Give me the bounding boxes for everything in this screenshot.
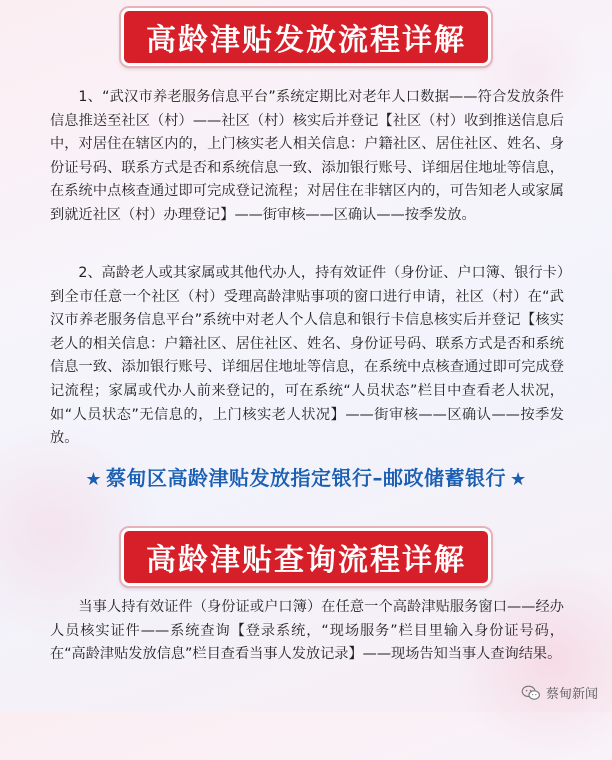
section2-title-banner: 高龄津贴查询流程详解 [121,528,491,586]
section2-paragraph: 当事人持有效证件（身份证或户口簿）在任意一个高龄津贴服务窗口——经办人员核实证件——系统查询【登录系统，“现场服务”栏目里输入身份证号码，在“高龄津贴发放信息”栏目查看当事人发放记录】——现场告知当事人查询结果。 [50,599,564,663]
star-icon: ★ [85,469,102,490]
bank-notice-text: 蔡甸区高龄津贴发放指定银行–邮政储蓄银行 [106,466,506,490]
star-icon: ★ [510,469,527,490]
bank-notice [0,462,612,491]
section1-paragraph-2: 2、高龄老人或其家属或其他代办人，持有效证件（身份证、户口簿、银行卡）到全市任意一个社区（村）受理高龄津贴事项的窗口进行申请，社区（村）在“武汉市养老服务信息平台”系统中对老人个人信息和银行卡信息核实后并登记【核实老人的相关信息：户籍社区、居住社区、姓名、身份证号码、联系方式是否和系统信息一致、添加银行账号、详细居住地址等信息，在系统中点核查通过即可完成登记流程；家属或代办人前来登记的，可在系统“人员状态”栏目中查看老人状况，如“人员状态”无信息的，上门核实老人状况】——街审核——区确认——按季发放。 [50,265,564,447]
section1-paragraph-1: 1、“武汉市养老服务信息平台”系统定期比对老年人口数据——符合发放条件信息推送至社区（村）——社区（村）核实后并登记【社区（村）收到推送信息后中，对居住在辖区内的，上门核实老人相关信息：户籍社区、居住社区、姓名、身份证号码、联系方式是否和系统信息一致、添加银行账号、详细居住地址等信息，在系统中点核查通过即可完成登记流程；对居住在非辖区内的，可告知老人或家属到就近社区（村）办理登记】——街审核——区确认——按季发放。 [50,89,564,223]
wechat-icon [521,685,541,701]
wechat-watermark [521,683,598,702]
watermark-text: 蔡甸新闻 [545,687,598,702]
section1-title-banner: 高龄津贴发放流程详解 [121,8,491,66]
